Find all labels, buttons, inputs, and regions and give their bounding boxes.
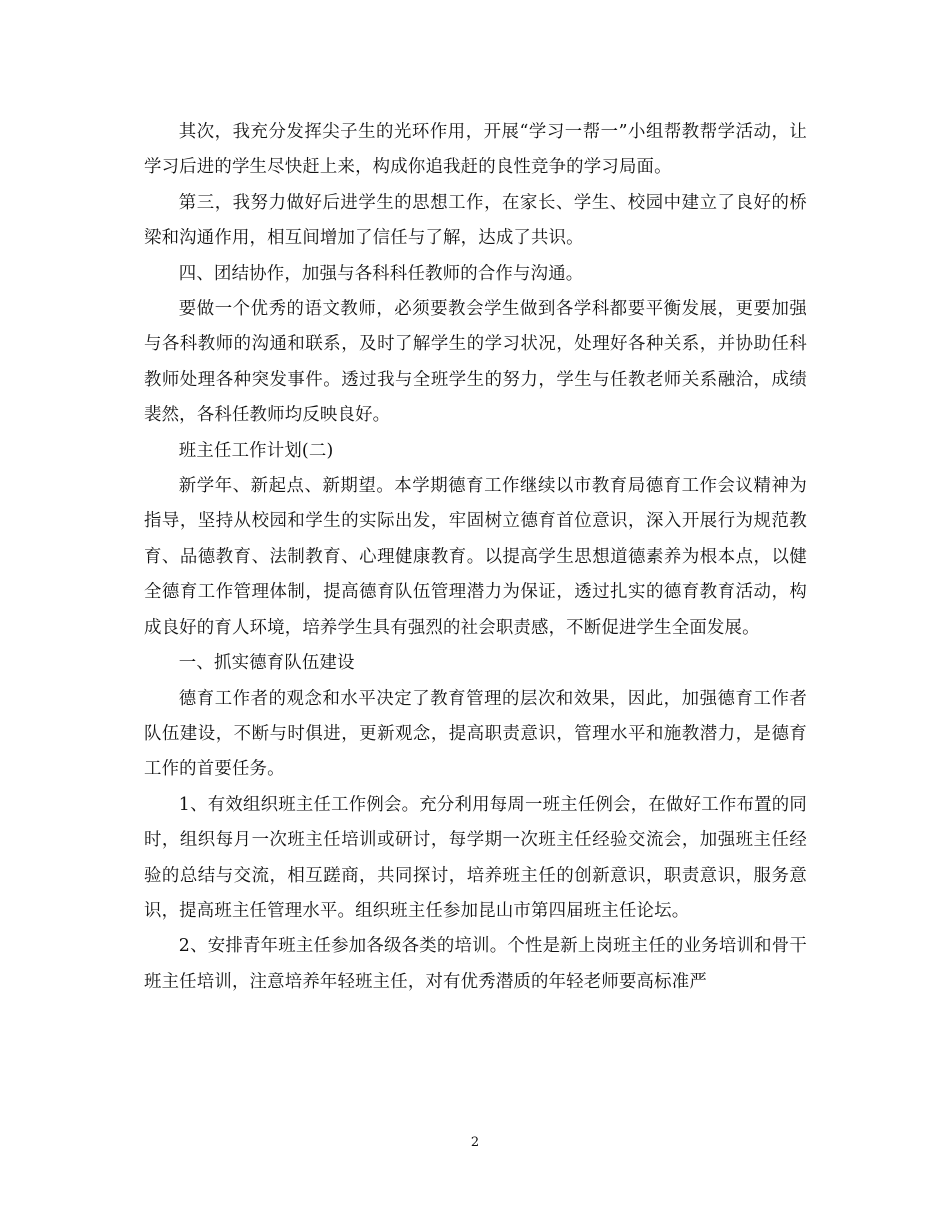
page-number: 2 [470, 1135, 480, 1150]
heading-teamwork: 四、团结协作，加强与各科科任教师的合作与沟通。 [178, 263, 584, 284]
paragraph-teacher-cooperation: 要做一个优秀的语文教师，必须要教会学生做到各学科都要平衡发展，更要加强与各科教师的沟通和联系，及时了解学生的学习状况，处理好各种关系，并协助任科教师处理各种突发事件。透过我与全班学生的努力，学生与任教老师关系融洽，成绩裴然，各科任教师均反映良好。 [144, 299, 807, 426]
document-body [144, 115, 807, 1000]
paragraph-moral-workers: 德育工作者的观念和水平决定了教育管理的层次和效果，因此，加强德育工作者队伍建设，不断与时俱进，更新观念，提高职责意识，管理水平和施教潜力，是德育工作的首要任务。 [144, 688, 807, 780]
paragraph-weekly-meetings: 1、有效组织班主任工作例会。充分利用每周一班主任例会，在做好工作布置的同时，组织每月一次班主任培训或研讨，每学期一次班主任经验交流会，加强班主任经验的总结与交流，相互蹉商，共同探讨，培养班主任的创新意识，职责意识，服务意识，提高班主任管理水平。组织班主任参加昆山市第四届班主任论坛。 [144, 794, 807, 921]
paragraph-new-semester: 新学年、新起点、新期望。本学期德育工作继续以市教育局德育工作会议精神为指导，坚持从校园和学生的实际出发，牢固树立德育首位意识，深入开展行为规范教育、品德教育、法制教育、心理健康教育。以提高学生思想道德素养为根本点，以健全德育工作管理体制，提高德育队伍管理潜力为保证，透过扎实的德育教育活动，构成良好的育人环境，培养学生具有强烈的社会职责感，不断促进学生全面发展。 [144, 476, 807, 638]
heading-moral-team: 一、抓实德育队伍建设 [178, 653, 355, 674]
paragraph-young-teacher-training: 2、安排青年班主任参加各级各类的培训。个性是新上岗班主任的业务培训和骨干班主任培训，注意培养年轻班主任，对有优秀潜质的年轻老师要高标准严 [144, 936, 807, 992]
paragraph-lagging-students: 第三，我努力做好后进学生的思想工作，在家长、学生、校园中建立了良好的桥梁和沟通作用，相互间增加了信任与了解，达成了共识。 [144, 192, 807, 249]
paragraph-support-top-students: 其次，我充分发挥尖子生的光环作用，开展“学习一帮一”小组帮教帮学活动，让学习后进的学生尽快赶上来，构成你追我赶的良性竞争的学习局面。 [144, 122, 807, 178]
heading-plan-two: 班主任工作计划(二) [178, 440, 334, 461]
